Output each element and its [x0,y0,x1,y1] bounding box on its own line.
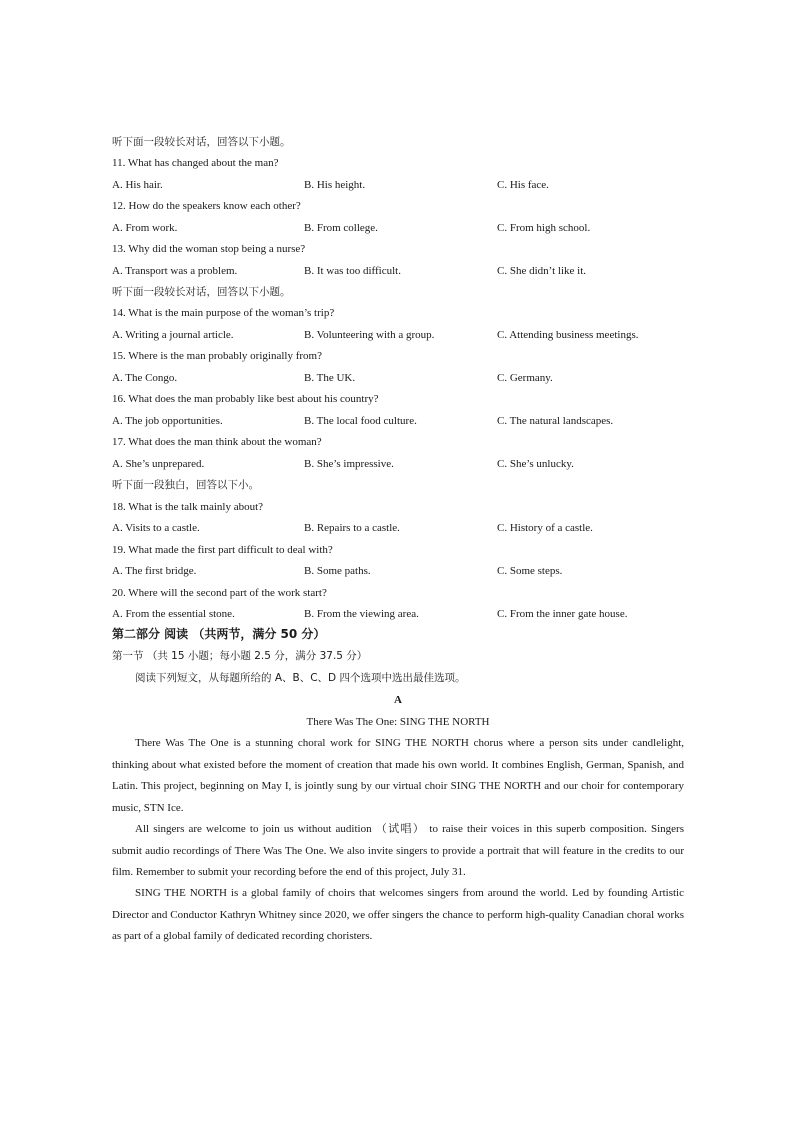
option-c: C. Germany. [497,372,553,384]
option-b: B. She’s impressive. [304,458,394,470]
option-a: A. The first bridge. [112,565,197,577]
question-20-stem: 20. Where will the second part of the work start? [112,587,327,599]
passage-paragraph-1: There Was The One is a stunning choral work for SING THE NORTH chorus where a person sits under candlelight, thinking about what existed before the moment of creation that made his own world. It combines English, German, Spanish, and Latin. This project, beginning on May I, is jointly sung by our virtual choir SING THE NORTH and our choir for contemporary music, STN Ice. [112,737,684,814]
option-a: A. She’s unprepared. [112,458,205,470]
question-14-options [112,328,684,342]
question-12-stem: 12. How do the speakers know each other? [112,200,301,212]
question-11-options [112,178,684,192]
passage-letter: A [394,694,402,706]
option-a: A. From the essential stone. [112,608,235,620]
option-a: A. His hair. [112,179,163,191]
part2-subheading: 第一节 （共 15 小题；每小题 2.5 分，满分 37.5 分） [112,650,368,662]
option-a: A. Transport was a problem. [112,265,238,277]
option-a: A. From work. [112,222,178,234]
option-c: C. History of a castle. [497,522,593,534]
option-b: B. It was too difficult. [304,265,401,277]
question-12-options [112,221,684,235]
option-b: B. Some paths. [304,565,371,577]
option-a: A. Writing a journal article. [112,329,234,341]
part2-instructions: 阅读下列短文，从每题所给的 A、B、C、D 四个选项中选出最佳选项。 [135,672,466,684]
option-b: B. The UK. [304,372,356,384]
option-c: C. She’s unlucky. [497,458,574,470]
option-c: C. From high school. [497,222,591,234]
question-17-options [112,457,684,471]
option-c: C. Attending business meetings. [497,329,639,341]
option-b: B. From the viewing area. [304,608,419,620]
question-19-options [112,564,684,578]
option-c: C. From the inner gate house. [497,608,628,620]
passage-paragraph-2: All singers are welcome to join us without audition （试唱） to raise their voices in this superb composition. Singers submit audio recordings of There Was The One. We also invite singers to provide a portrait that will feature in the credits to our film. Remember to submit your recording before the end of this project, July 31. [112,823,684,879]
question-14-stem: 14. What is the main purpose of the woman’s trip? [112,307,335,319]
option-b: B. Repairs to a castle. [304,522,400,534]
option-a: A. The job opportunities. [112,415,223,427]
question-19-stem: 19. What made the first part difficult to deal with? [112,544,333,556]
option-c: C. The natural landscapes. [497,415,614,427]
section-intro-2: 听下面一段较长对话，回答以下小题。 [112,286,291,298]
question-16-options [112,414,684,428]
passage-paragraph-3: SING THE NORTH is a global family of choirs that welcomes singers from around the world. Led by founding Artistic Director and Conductor Kathryn Whitney since 2020, we offer singers the chance to perform high-quality Canadian choral works as part of a global family of dedicated recording choristers. [112,887,684,943]
question-16-stem: 16. What does the man probably like best about his country? [112,393,379,405]
option-b: B. From college. [304,222,378,234]
section-intro-3: 听下面一段独白，回答以下小。 [112,479,259,491]
option-c: C. She didn’t like it. [497,265,587,277]
question-18-stem: 18. What is the talk mainly about? [112,501,264,513]
option-a: A. Visits to a castle. [112,522,200,534]
option-b: B. His height. [304,179,366,191]
question-17-stem: 17. What does the man think about the woman? [112,436,322,448]
question-11-stem: 11. What has changed about the man? [112,157,279,169]
question-15-stem: 15. Where is the man probably originally from? [112,350,322,362]
option-c: C. Some steps. [497,565,563,577]
question-13-options [112,264,684,278]
question-20-options [112,607,684,621]
question-15-options [112,371,684,385]
passage-title: There Was The One: SING THE NORTH [306,716,490,728]
part2-heading: 第二部分 阅读 （共两节，满分 50 分） [112,627,326,641]
option-b: B. The local food culture. [304,415,417,427]
question-18-options [112,521,684,535]
question-13-stem: 13. Why did the woman stop being a nurse? [112,243,306,255]
option-b: B. Volunteering with a group. [304,329,435,341]
option-a: A. The Congo. [112,372,178,384]
option-c: C. His face. [497,179,549,191]
section-intro-1: 听下面一段较长对话，回答以下小题。 [112,136,291,148]
